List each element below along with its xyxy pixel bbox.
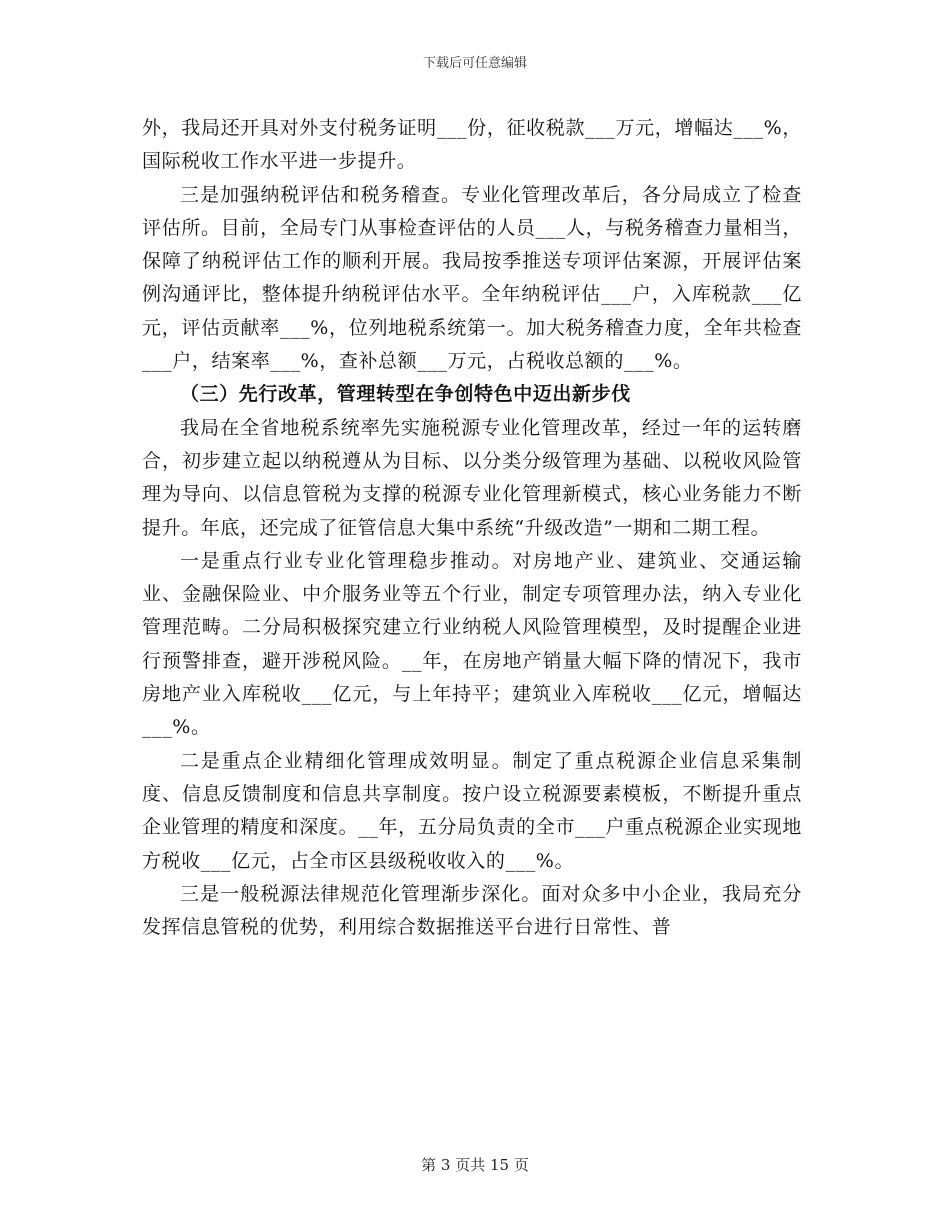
page-footer: 第 3 页共 15 页 [421,1156,529,1174]
paragraph-key-enterprises: 二是重点企业精细化管理成效明显。制定了重点税源企业信息采集制度、信息反馈制度和信息共享制度。按户设立税源要素模板，不断提升重点企业管理的精度和深度。__年，五分局负责的全市___户重点税源企业实现地方税收___亿元，占全市区县级税收收入的___%。 [142,749,802,872]
document-body [142,112,802,944]
paragraph-general-sources: 三是一般税源法律规范化管理渐步深化。面对众多中小企业，我局充分发挥信息管税的优势，利用综合数据推送平台进行日常性、普 [142,882,802,939]
paragraph-key-industries: 一是重点行业专业化管理稳步推动。对房地产业、建筑业、交通运输业、金融保险业、中介服务业等五个行业，制定专项管理办法，纳入专业化管理范畴。二分局积极探究建立行业纳税人风险管理模型，及时提醒企业进行预警排查，避开涉税风险。__年，在房地产销量大幅下降的情况下，我市房地产业入库税收___亿元，与上年持平；建筑业入库税收___亿元，增幅达___%。 [142,549,802,739]
paragraph-continuation: 外，我局还开具对外支付税务证明___份，征收税款___万元，增幅达___%，国际税收工作水平进一步提升。 [142,117,802,173]
paragraph-reform: 我局在全省地税系统率先实施税源专业化管理改革，经过一年的运转磨合，初步建立起以纳税遵从为目标、以分类分级管理为基础、以税收风险管理为导向、以信息管税为支撑的税源专业化管理新模式，核心业务能力不断提升。年底，还完成了征管信息大集中系统“升级改造”一期和二期工程。 [142,416,802,539]
section-heading: （三）先行改革，管理转型在争创特色中迈出新步伐 [180,383,631,406]
paragraph-tax-assessment: 三是加强纳税评估和税务稽查。专业化管理改革后，各分局成立了检查评估所。目前，全局专门从事检查评估的人员___人，与税务稽查力量相当，保障了纳税评估工作的顺利开展。我局按季推送专项评估案源，开展评估案例沟通评比，整体提升纳税评估水平。全年纳税评估___户，入库税款___亿元，评估贡献率___%，位列地税系统第一。加大税务稽查力度，全年共检查___户，结案率___%，查补总额___万元，占税收总额的___%。 [142,183,802,373]
page-header: 下载后可任意编辑 [422,56,527,71]
